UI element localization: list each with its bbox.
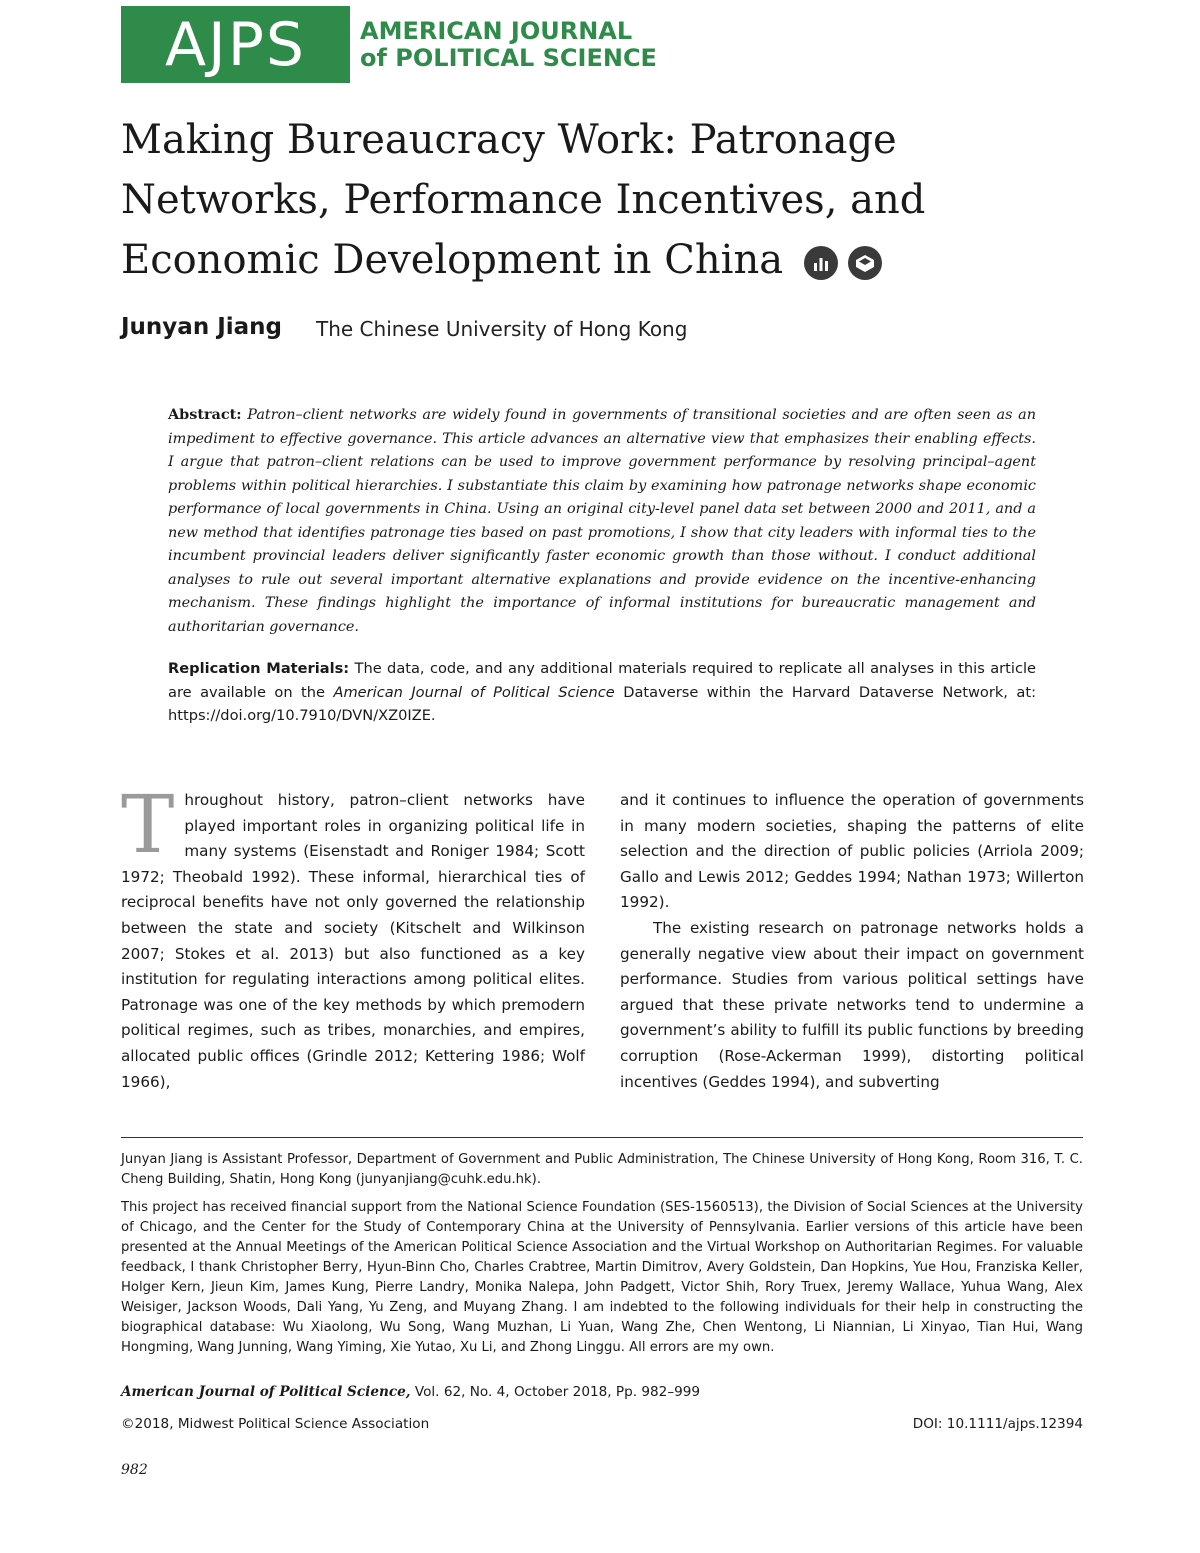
abstract (168, 403, 1036, 639)
journal-name-line1: AMERICAN JOURNAL (360, 17, 633, 45)
replication-text-before: The data, code, and any additional materials required to replicate all analyses in this article are available on the (168, 660, 1036, 701)
page-number: 982 (121, 1462, 148, 1478)
replication-materials (168, 657, 1036, 728)
journal-name (360, 18, 657, 72)
replication-text-after: Dataverse within the Harvard Dataverse Network, at: https://doi.org/10.7910/DVN/XZ0IZE. (168, 683, 1036, 724)
drop-cap: T (121, 778, 175, 871)
journal-logo (121, 6, 350, 83)
open-materials-badge-icon[interactable] (848, 246, 882, 280)
citation-journal: American Journal of Political Science, (121, 1384, 411, 1400)
author-affiliation: The Chinese University of Hong Kong (316, 317, 688, 341)
replication-label: Replication Materials: (168, 660, 350, 677)
body-left-text: hroughout history, patron–client networks have played important roles in organizing political life in many systems (Eisenstadt and Roniger 1984; Scott 1972; Theobald 1992). These informal, hierarchical ties of reciprocal benefits have not only governed the relationship between the state and society (Kitschelt and Wilkinson 2007; Stokes et al. 2013) but also functioned as a key institution for regulating interactions among political elites. Patronage was one of the key methods by which premodern political regimes, such as tribes, monarchies, and empires, allocated public offices (Grindle 2012; Kettering 1986; Wolf 1966), (121, 791, 585, 1091)
author-name: Junyan Jiang (121, 314, 282, 340)
body-left-column (121, 778, 585, 1095)
journal-name-line2: of POLITICAL SCIENCE (360, 44, 657, 72)
body-right-paragraph-1: and it continues to influence the operation of governments in many modern societies, shaping the patterns of elite selection and the direction of public policies (Arriola 2009; Gallo and Lewis 2012; Geddes 1994; Nathan 1973; Willerton 1992). (620, 791, 1084, 912)
article-title (121, 110, 1101, 290)
body-right-paragraph-2: The existing research on patronage networks holds a generally negative view about their impact on government performance. Studies from various political settings have argued that these private networks tend to undermine a government’s ability to fulfill its public functions by breeding corruption (Rose-Ackerman 1999), distorting political incentives (Geddes 1994), and subverting (620, 918, 1084, 1091)
abstract-label: Abstract: (168, 406, 242, 423)
replication-journal-name: American Journal of Political Science (333, 683, 615, 701)
author-footnote: Junyan Jiang is Assistant Professor, Department of Government and Public Administration, The Chinese University of Hong Kong, Room 316, T. C. Cheng Building, Shatin, Hong Kong (junyanjiang@cuhk.edu.hk). (121, 1152, 1083, 1187)
funding-footnote: This project has received financial support from the National Science Foundation (SES-1560513), the Division of Social Sciences at the University of Chicago, and the Center for the Study of Contemporary China at the University of Pennsylvania. Earlier versions of this article have been presented at the Annual Meetings of the American Political Science Association and the Virtual Workshop on Authoritarian Regimes. For valuable feedback, I thank Christopher Berry, Hyun-Binn Cho, Charles Crabtree, Martin Dimitrov, Avery Goldstein, Dan Hopkins, Yue Hou, Franziska Keller, Holger Kern, Jieun Kim, James Kung, Pierre Landry, Monika Nalepa, John Padgett, Victor Shih, Rory Truex, Jeremy Wallace, Yuhua Wang, Alex Weisiger, Jackson Woods, Dali Yang, Yu Zeng, and Muyang Zhang. I am indebted to the following individuals for their help in constructing the biographical database: Wu Xiaolong, Wu Song, Wang Muzhan, Li Yuan, Wang Zhe, Chen Wentong, Li Niannian, Li Xinyao, Tian Hui, Wang Hongming, Wang Junning, Wang Yiming, Xie Yutao, Xu Li, and Zhong Linggu. All errors are my own. (121, 1200, 1083, 1355)
doi-link[interactable]: DOI: 10.1111/ajps.12394 (912, 1416, 1083, 1432)
open-data-badge-icon[interactable] (804, 246, 838, 280)
body-right-column (620, 788, 1084, 1095)
copyright-line: ©2018, Midwest Political Science Association (121, 1416, 430, 1432)
abstract-text: Patron–client networks are widely found in governments of transitional societies and are often seen as an impediment to effective governance. This article advances an alternative view that emphasizes their enabling effects. I argue that patron–client relations can be used to improve government performance by resolving principal–agent problems within political hierarchies. I substantiate this claim by examining how patronage networks shape economic performance of local governments in China. Using an original city-level panel data set between 2000 and 2011, and a new method that identifies patronage ties based on past promotions, I show that city leaders with informal ties to the incumbent provincial leaders deliver significantly faster economic growth than those without. I conduct additional analyses to rule out several important alternative explanations and provide evidence on the incentive-enhancing mechanism. These findings highlight the importance of informal institutions for bureaucratic management and authoritarian governance. (168, 407, 1037, 635)
citation-details: Vol. 62, No. 4, October 2018, Pp. 982–999 (414, 1384, 701, 1400)
citation-line (121, 1384, 700, 1400)
footnote-divider (121, 1137, 1083, 1138)
article-title-text: Making Bureaucracy Work: Patronage Networks, Performance Incentives, and Economic Development in China (121, 117, 926, 283)
logo-text: AJPS (164, 9, 306, 80)
